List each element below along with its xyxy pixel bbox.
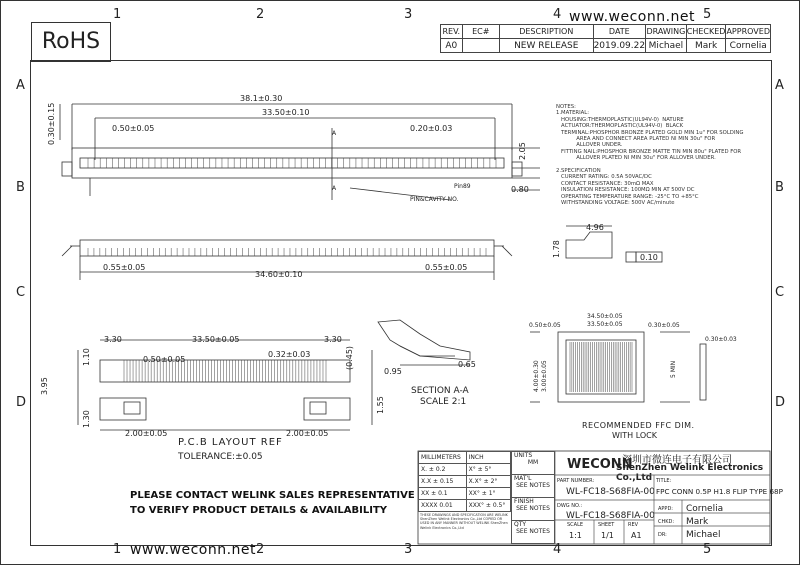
rohs-badge: RoHS <box>31 22 111 62</box>
rev-value-checked: Mark <box>686 39 726 53</box>
dim-ffc-inner: 33.50±0.05 <box>587 321 623 328</box>
pcb-tolerance: TOLERANCE:±0.05 <box>178 452 263 462</box>
dr-label: DR: <box>658 532 667 538</box>
rev-header-rev: REV. <box>441 25 463 39</box>
ffc-outline <box>558 332 644 402</box>
qty-value: SEE NOTES <box>516 528 550 535</box>
contact-note <box>130 488 415 518</box>
dim-ffc-v2: 3.00±0.05 <box>541 360 548 392</box>
dim-section-2: 0.65 <box>458 360 476 369</box>
dim-pcb-b2: 2.00±0.05 <box>286 429 329 438</box>
zone-row-d-left: D <box>16 395 27 410</box>
zone-row-d-right: D <box>775 395 786 410</box>
sheet-label: SHEET <box>598 522 615 528</box>
zone-col-1-top: 1 <box>113 7 122 22</box>
zone-col-4-bottom: 4 <box>553 542 562 557</box>
dwg-label: DWG NO.: <box>557 503 583 509</box>
dr-value: Michael <box>686 530 721 540</box>
finish-value: SEE NOTES <box>516 505 550 512</box>
dim-pcb-right: 3.30 <box>324 335 342 344</box>
rev-label: REV <box>628 522 639 528</box>
rev-value-date: 2019.09.22 <box>593 40 646 51</box>
dim-right-b-top: 0.80 <box>511 185 529 194</box>
pin89-label: Pin89 <box>454 183 471 190</box>
dim-ffc-b: 0.30±0.05 <box>648 322 680 329</box>
zone-col-5-bottom: 5 <box>703 542 712 557</box>
scale-label: SCALE <box>567 522 584 528</box>
tol-mm-1: X.X ± 0.15 <box>419 476 467 488</box>
dim-pcb-r2: 1.55 <box>376 396 385 414</box>
zone-row-b-left: B <box>16 180 25 195</box>
rev-value-drawing: Michael <box>646 39 687 53</box>
part-number-label: PART NUMBER: <box>557 478 595 484</box>
front-view-pins <box>88 248 486 256</box>
company-name-en: ShenZhen Welink Electronics Co.,Ltd <box>616 463 764 483</box>
side-view-body <box>566 232 612 258</box>
dim-flatness: 0.10 <box>640 253 658 262</box>
zone-col-3-top: 3 <box>404 7 413 22</box>
ffc-subtitle: WITH LOCK <box>612 431 658 440</box>
matl-value: SEE NOTES <box>516 482 550 489</box>
top-view-body <box>72 148 512 178</box>
dim-pcb-pitch: 0.50±0.05 <box>143 355 186 364</box>
zone-col-2-bottom: 2 <box>256 542 265 557</box>
dim-pcb-left: 3.30 <box>104 335 122 344</box>
rev-header-drawing: DRAWING <box>646 25 687 39</box>
zone-row-c-left: C <box>16 285 26 300</box>
dim-left-top: 0.30±0.15 <box>47 102 56 145</box>
zone-col-4-top: 4 <box>553 7 562 22</box>
ffc-pins <box>570 342 632 392</box>
contact-line-1: PLEASE CONTACT WELINK SALES REPRESENTATIVE <box>130 490 415 501</box>
dim-pcb-r1: (0.45) <box>345 345 354 370</box>
dim-front-overall: 34.60±0.10 <box>255 270 303 279</box>
rev-header-approved: APPROVED <box>726 25 771 39</box>
tol-mm-2: XX ± 0.1 <box>419 488 467 500</box>
dim-front-left: 0.55±0.05 <box>103 263 146 272</box>
drawing-title: FPC CONN 0.5P H1.8 FLIP TYPE 68P <box>656 487 783 496</box>
ffc-title: RECOMMENDED FFC DIM. <box>582 421 695 430</box>
rev-value: A1 <box>631 531 642 540</box>
dim-overall-top: 38.1±0.30 <box>240 94 283 103</box>
dim-inner-top: 33.50±0.10 <box>262 108 310 117</box>
dim-pcb-h1: 1.10 <box>82 348 91 366</box>
dim-ffc-a: 0.50±0.05 <box>529 322 561 329</box>
appd-label: APPD: <box>658 506 673 512</box>
units-value: MM <box>527 459 539 466</box>
website-top: www.weconn.net <box>569 9 696 25</box>
part-number: WL-FC18-S68FIA-00 <box>566 487 655 497</box>
matl-label: MAT'L <box>514 475 532 482</box>
company-name-cn: 深圳市微连电子有限公司 <box>622 455 732 466</box>
sheet-value: 1/1 <box>601 531 614 540</box>
front-view-body <box>80 240 494 256</box>
chkd-label: CHKD: <box>658 519 675 525</box>
tol-header-inch: INCH <box>466 452 510 464</box>
dim-right-top: 2.05 <box>518 142 527 160</box>
dim-ffc-min: 5 MIN <box>670 360 677 378</box>
chkd-value: Mark <box>686 517 709 527</box>
tol-mm-0: X. ± 0.2 <box>419 464 467 476</box>
dim-section-1: 0.95 <box>384 367 402 376</box>
zone-col-3-bottom: 3 <box>404 542 413 557</box>
notes-block: NOTES: 1.MATERIAL: HOUSING:THERMOPLASTIC(UL94V-0) NATURE ACTUATOR:THERMOPLASTIC(UL94V-0) BLACK TERMINAL:PHOSPHOR BRONZE PLATED GOLD MIN 1u" FOR SOLDING AREA AND CONNECT AREA PLATED NI MIN 30u" FOR ALLOVER UNDER. FITTING NAIL:PHOSPHOR BRONZE MATTE TIN MIN 80u" PLATED FOR ALLOVER PLATED NI MIN 30u" FOR ALLOVER UNDER. 2.SPECIFICATION CURRENT RATING: 0.5A 50VAC/DC CONTACT RESISTANCE: 30mΩ MAX INSULATION RESISTANCE: 100MΩ MIN AT 500V DC OPERATING TEMPERATURE RANGE: -25°C TO +85°C WITHSTANDING VOLTAGE: 500V AC/minute <box>556 104 744 207</box>
tol-in-1: X.X° ± 2° <box>466 476 510 488</box>
dim-pcb-b1: 2.00±0.05 <box>125 429 168 438</box>
zone-row-a-right: A <box>775 78 784 93</box>
rev-header-description: DESCRIPTION <box>499 25 593 39</box>
units-label: UNITS <box>514 452 533 459</box>
confidential-note: THESE DRAWINGS AND SPECIFICATION ARE WELINK ShenZhen Welink Electronics Co.,Ltd COPIED OR USED IN ANY MANNER WITHOUT WELINK ShenZhen Welink Electronics Co.,Ltd <box>420 513 508 530</box>
zone-col-5-top: 5 <box>703 7 712 22</box>
tol-in-3: XXX° ± 0.5° <box>466 500 510 512</box>
spec-column <box>511 451 555 544</box>
contact-line-2: TO VERIFY PRODUCT DETAILS & AVAILABILITY <box>130 505 388 516</box>
dim-ffc-v1: 4.00±0.30 <box>533 360 540 392</box>
zone-row-a-left: A <box>16 78 25 93</box>
rev-header-date: DATE <box>593 25 646 39</box>
dim-width-top: 0.20±0.03 <box>410 124 453 133</box>
qty-label: QTY <box>514 521 527 528</box>
section-title: SECTION A-A <box>411 386 469 396</box>
rev-value-approved: Cornelia <box>726 39 771 53</box>
title-label: TITLE: <box>656 478 672 484</box>
zone-row-b-right: B <box>775 180 784 195</box>
zone-col-1-bottom: 1 <box>113 542 122 557</box>
section-a-a <box>378 320 470 360</box>
tol-in-0: X° ± 5° <box>466 464 510 476</box>
dim-ffc-c: 0.30±0.03 <box>705 336 737 343</box>
tolerance-table <box>418 451 511 512</box>
appd-value: Cornelia <box>686 504 724 514</box>
rev-value-rev: A0 <box>441 39 463 53</box>
dim-pcb-h3: 1.30 <box>82 410 91 428</box>
rev-value-description: NEW RELEASE <box>499 39 593 53</box>
tol-mm-3: XXXX 0.01 <box>419 500 467 512</box>
dim-side-width: 4.96 <box>586 223 604 232</box>
dim-front-right: 0.55±0.05 <box>425 263 468 272</box>
zone-col-2-top: 2 <box>256 7 265 22</box>
section-scale: SCALE 2:1 <box>420 397 467 407</box>
scale-value: 1:1 <box>569 531 582 540</box>
dim-pcb-mid: 33.50±0.05 <box>192 335 240 344</box>
pcb-layout-title: P.C.B LAYOUT REF <box>178 437 283 448</box>
rev-header-checked: CHECKED <box>686 25 726 39</box>
top-view-pins <box>88 158 496 168</box>
tol-in-2: XX° ± 1° <box>466 488 510 500</box>
website-bottom: www.weconn.net <box>130 542 257 558</box>
dim-side-height: 1.78 <box>552 240 561 258</box>
tol-header-mm: MILLIMETERS <box>419 452 467 464</box>
dim-ffc-top: 34.50±0.05 <box>587 313 623 320</box>
rev-header-ec: EC# <box>462 25 499 39</box>
finish-label: FINISH <box>514 498 534 505</box>
dwg-number: WL-FC18-S68FIA-00 <box>566 511 655 521</box>
dim-pcb-h2: 3.95 <box>40 377 49 395</box>
dim-pitch-top: 0.50±0.05 <box>112 124 155 133</box>
dim-pcb-pad: 0.32±0.03 <box>268 350 311 359</box>
section-mark-bottom: A <box>332 185 337 192</box>
zone-row-c-right: C <box>775 285 785 300</box>
section-mark-top: A <box>332 130 337 137</box>
pcb-pad-row <box>100 360 350 382</box>
pin-cavity-label: PIN&CAVITY NO. <box>410 196 459 203</box>
weconn-logo: WECONN <box>567 457 633 472</box>
